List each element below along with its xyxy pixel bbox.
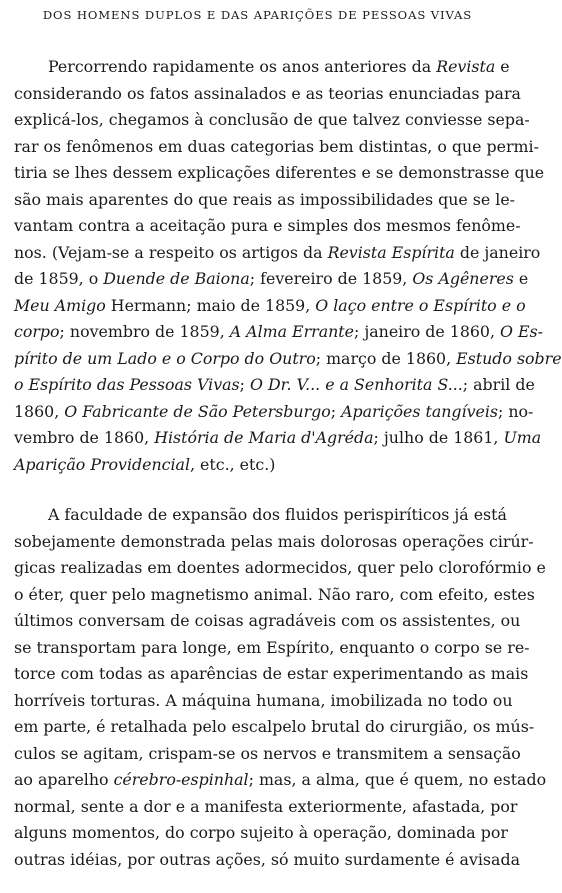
text-line: últimos conversam de coisas agradáveis com os assistentes, ou [14, 611, 521, 630]
paragraph-2 [14, 502, 547, 873]
text-line: são mais aparentes do que reais as impossibilidades que se le- [14, 189, 516, 209]
text-line: torce com todas as aparências de estar experimentando as mais [14, 664, 529, 683]
text-line: o éter, quer pelo magnetismo animal. Não raro, com efeito, estes [14, 584, 535, 604]
text-line: em parte, é retalhada pelo escalpelo brutal do cirurgião, os mús- [14, 717, 535, 736]
text-line: de 1859, o Duende de Baiona; fevereiro de 1859, Os Agêneres e [14, 269, 529, 288]
text-line: gicas realizadas em doentes adormecidos, quer pelo clorofórmio e [14, 558, 546, 577]
text-line: 1860, O Fabricante de São Petersburgo; Aparições tangíveis; no- [14, 401, 534, 421]
text-line: se transportam para longe, em Espírito, enquanto o corpo se re- [14, 637, 530, 657]
text-line: tiria se lhes dessem explicações diferentes e se demonstrasse que [14, 163, 545, 182]
text-line: Aparição Providencial, etc., etc.) [14, 454, 276, 474]
text-line: alguns momentos, do corpo sujeito à operação, dominada por [14, 823, 508, 842]
text-line: normal, sente a dor e a manifesta exteriormente, afastada, por [14, 796, 518, 816]
text-line: ao aparelho cérebro-espinhal; mas, a alma, que é quem, no estado [14, 770, 547, 789]
text-line: corpo; novembro de 1859, A Alma Errante; janeiro de 1860, O Es- [14, 322, 543, 341]
text-line: nos. (Vejam-se a respeito os artigos da Revista Espírita de janeiro [14, 242, 541, 262]
running-header: DOS HOMENS DUPLOS E DAS APARIÇÕES DE PESSOAS VIVAS [42, 8, 473, 22]
text-line: pírito de um Lado e o Corpo do Outro; março de 1860, Estudo sobre [14, 348, 562, 368]
text-line: Percorrendo rapidamente os anos anteriores da Revista e [48, 57, 510, 76]
text-line: outras idéias, por outras ações, só muito surdamente é avisada [14, 849, 520, 869]
text-line: explicá-los, chegamos à conclusão de que talvez conviesse sepa- [14, 110, 530, 129]
text-line: A faculdade de expansão dos fluidos perispiríticos já está [48, 505, 507, 524]
text-line: vembro de 1860, História de Maria d'Agréda; julho de 1861, Uma [14, 428, 542, 447]
paragraph-1 [14, 54, 562, 478]
text-line: horríveis torturas. A máquina humana, imobilizada no todo ou [14, 690, 513, 710]
text-line: sobejamente demonstrada pelas mais dolorosas operações cirúr- [14, 531, 534, 551]
text-line: Meu Amigo Hermann; maio de 1859, O laço entre o Espírito e o [14, 295, 526, 315]
text-line: considerando os fatos assinalados e as teorias enunciadas para [14, 83, 521, 103]
text-line: vantam contra a aceitação pura e simples dos mesmos fenôme- [14, 216, 521, 235]
text-line: rar os fenômenos em duas categorias bem distintas, o que permi- [14, 136, 539, 156]
text-line: culos se agitam, crispam-se os nervos e transmitem a sensação [14, 743, 521, 763]
text-line: o Espírito das Pessoas Vivas; O Dr. V... e a Senhorita S...; abril de [14, 375, 535, 394]
